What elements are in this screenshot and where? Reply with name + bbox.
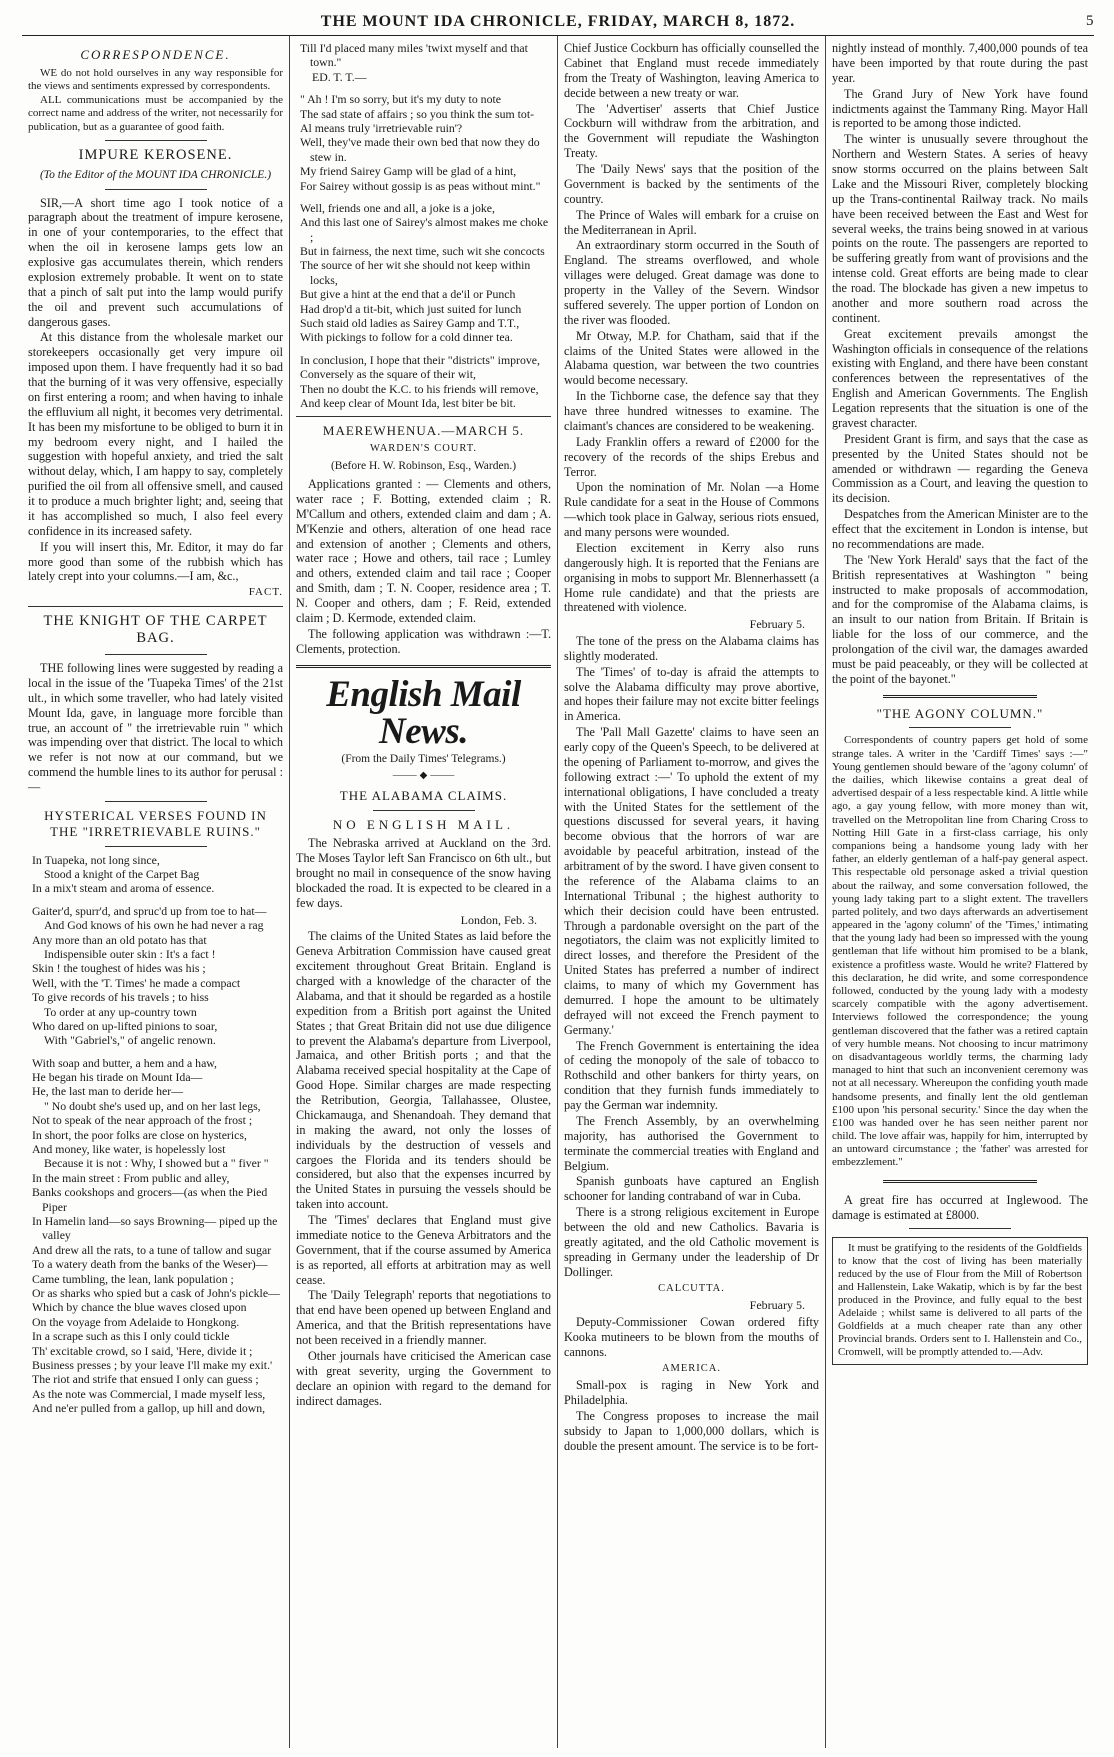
knight-intro: THE following lines were suggested by reading a local in the issue of the 'Tuapeka Times' of the 21st ult., in which some traveller, who had lately visited Mount Ida, gave, in language more forcible than true, an account of " the irretrievable ruin " which was impending over that district. The local to which we refer is not now at our command, but we commend the humble lines to its author for perusal :—	[28, 661, 283, 795]
kerosene-paragraph: If you will insert this, Mr. Editor, it may do far more good than some of the rubbish which has lately crept into your columns.—I am, &c.,	[28, 539, 283, 584]
maerewhenua-heading: MAEREWHENUA.—MARCH 5.	[322, 423, 525, 439]
verse-line: Such staid old ladies as Sairey Gamp and T.T.,	[300, 316, 520, 331]
divider	[883, 1180, 1037, 1183]
verse-line: My friend Sairey Gamp will be glad of a hint,	[300, 164, 517, 179]
verse-line: Stood a knight of the Carpet Bag	[44, 867, 200, 882]
news-paragraph: Mr Otway, M.P. for Chatham, said that if the claims of the United States were allowed in the Alabama question, war between the two countries would become necessary.	[564, 328, 819, 388]
news-paragraph: Great excitement prevails amongst the Washington officials in consequence of the relations existing with England, and there have been constant conferences between the representatives of the English and American Governments. The English Legation represents that the situation is one of the gravest character.	[832, 326, 1088, 430]
verse-line: As the note was Commercial, I made myself less,	[32, 1386, 266, 1401]
divider	[105, 189, 207, 190]
verse-line: And ne'er pulled from a gallop, up hill and down,	[32, 1401, 266, 1416]
verse-line: Al means truly 'irretrievable ruin'?	[300, 120, 463, 135]
verse-line: Who dared on up-lifted pinions to soar,	[32, 1018, 218, 1033]
no-english-mail-heading: NO ENGLISH MAIL.	[332, 816, 515, 832]
verse-line: Banks cookshops and grocers—(as when the Pied Piper	[32, 1185, 268, 1214]
news-paragraph: Election excitement in Kerry also runs dangerously high. It is reported that the Fenians are organising in mobs to support Mr. Blennerhassett (a Home rule candidate) and that the priests are threatened with violence.	[564, 540, 819, 615]
divider	[373, 810, 475, 811]
news-paragraph: President Grant is firm, and says that the case as presented by the United States should not be amended or withdrawn — regarding the Geneva Commission as a Court, and leaving the question to its decision.	[832, 431, 1088, 506]
divider	[105, 801, 207, 802]
news-paragraph: The 'Pall Mall Gazette' claims to have seen an early copy of the Queen's Speech, to be delivered at the opening of Parliament to-morrow, and gives the following extract :—' To uphold the extent of my international obligations, I have concluded a treaty with the United States for the settlement of the questions discussed for several years, it having become obvious that the horrors of war are avoidable by peaceful arbitration, instead of the arbitrament of by the sword. I have given consent to the reference of the Alabama claims to an International Tribunal ; the highest authority to which their decision could have been entrusted. Through a pardonable oversight on the part of the negotiators, the claim was not explicitly limited to direct losses, and therefore the President of the United States has preferred a number of indirect claims, to many of which my Government has demurred. I hope the amount to be ultimately defrayed will not exceed the French payment to Germany.'	[564, 725, 819, 1037]
flour-advertisement	[832, 1237, 1088, 1365]
news-paragraph: Upon the nomination of Mr. Nolan —a Home Rule candidate for a seat in the House of Commons—which took place in Galway, serious riots ensued, and many persons were wounded.	[564, 480, 819, 539]
verse-line: Well, with the 'T. Times' he made a compact	[32, 975, 241, 990]
kerosene-heading: IMPURE KEROSENE.	[78, 146, 233, 163]
verse-line: To order at any up-country town	[44, 1004, 197, 1019]
divider	[909, 727, 1011, 728]
verse-line: In short, the poor folks are close on hysterics,	[32, 1127, 247, 1142]
divider	[883, 695, 1037, 698]
verse-line: And this last one of Sairey's almost makes me choke ;	[300, 215, 549, 244]
calcutta-heading: CALCUTTA.	[658, 1282, 725, 1294]
divider	[105, 140, 207, 141]
dateline: London, Feb. 3.	[460, 912, 537, 927]
verse-line: Th' excitable crowd, so I said, 'Here, divide it ;	[32, 1343, 253, 1358]
verse-line: With "Gabriel's," of angelic renown.	[44, 1033, 216, 1048]
verse-line: But in fairness, the next time, such wit she concocts	[300, 244, 545, 259]
america-heading: AMERICA.	[661, 1362, 722, 1374]
verse-line: Any more than an old potato has that	[32, 932, 207, 947]
verse-line: ED. T. T.—	[312, 69, 367, 84]
kerosene-paragraph: At this distance from the wholesale market our storekeepers occasionally get very impure oil imposed upon them. I have frequently had it so bad that the burning of it was very offensive, especially on first entering a room; and when having to inhale the effluvium all night, it becomes very detrimental. It has been my misfortune to be obliged to burn it in my bedroom every night, and I hailed the suggestion with hopeful anxiety, and tried the salt without delay, which, I am happy to say, completely purified the oil from all offensive smell, and caused it to produce a much brighter light; and, seeing that it has accomplished so much, I also feel every confidence in its increased safety.	[28, 330, 283, 538]
correspondence-heading: CORRESPONDENCE.	[80, 47, 231, 62]
news-paragraph: Lady Franklin offers a reward of £2000 for the recovery of the records of the ships Erebus and Terror.	[564, 434, 819, 479]
alabama-paragraph: The claims of the United States as laid before the Geneva Arbitration Commission have caused great excitement throughout Great Britain. England is charged with a knowledge of the character of the Alabama, and that it should be regarded as a hostile expedition from a British port against the United States ; that Great Britain did not use due diligence to prevent the Alabama's departure from Liverpool, Jamaica, and other British ports ; and that the Alabama received special hospitality at the Cape of Good Hope. Similar charges are made respecting the Retribution, Georgia, Tallahassee, Olustee, Chickamauga, and Shenandoah. They demand that in making the award, not only the losses of individuals by the destruction of vessels and cargoes the Florida and its tenders should be considered, but also that the expenses incurred by the United States in pursuing the vessels should be taken into account.	[296, 929, 551, 1212]
kerosene-subheading: (To the Editor of the MOUNT IDA CHRONICLE.)	[39, 169, 272, 182]
verse-line: On the voyage from Adelaide to Hongkong.	[32, 1314, 240, 1329]
verse-line: " Ah ! I'm so sorry, but it's my duty to note	[300, 92, 501, 107]
news-paragraph: nightly instead of monthly. 7,400,000 pounds of tea have been imported by that route during the past year.	[832, 41, 1088, 85]
alabama-paragraph: The 'Daily Telegraph' reports that negotiations to that end have been opened up between England and America, and that the British representations have not been received in a friendly manner.	[296, 1288, 551, 1348]
verse-line: Gaiter'd, spurr'd, and spruc'd up from toe to hat—	[32, 903, 267, 918]
verse-line: Not to speak of the near approach of the frost ;	[32, 1113, 253, 1128]
verse-line: Or as sharks who spied but a cask of John's pickle—	[32, 1285, 280, 1300]
divider	[909, 1228, 1011, 1229]
verse-line: And keep clear of Mount Ida, lest biter be bit.	[300, 395, 516, 410]
verses-heading: HYSTERICAL VERSES FOUND IN THE "IRRETRIEVABLE RUINS."	[44, 807, 267, 839]
news-paragraph: The 'Times' of to-day is afraid the attempts to solve the Alabama difficulty may prove abortive, and hopes their failure may not excite bitter feelings in America.	[564, 664, 819, 724]
knight-heading: THE KNIGHT OF THE CARPET BAG.	[43, 612, 268, 647]
verse-line: The source of her wit she should not keep within locks,	[300, 258, 531, 287]
mail-paragraph: The Nebraska arrived at Auckland on the 3rd. The Moses Taylor left San Francisco on 6th ult., but brought no mail in consequence of the snow having blockaded the road. It is expected to be cleared in a few days.	[296, 836, 551, 910]
page-number: 5	[1086, 13, 1094, 29]
news-paragraph: Despatches from the American Minister are to the effect that the excitement in London is intense, but no recommendations are made.	[832, 507, 1088, 551]
verse-line: In Hamelin land—so says Browning— piped up the valley	[32, 1214, 278, 1243]
alabama-paragraph: The 'Times' declares that England must give immediate notice to the Geneva Arbitrators and the Government, that if the course assumed by America is as reported, all efforts at arbitration may as well cease.	[296, 1213, 551, 1287]
verse-line: Business presses ; by your leave I'll make my exit.'	[32, 1357, 273, 1372]
verse-line: He began his tirade on Mount Ida—	[32, 1070, 203, 1085]
fire-paragraph: A great fire has occurred at Inglewood. The damage is estimated at £8000.	[832, 1192, 1088, 1222]
verse-line: In Tuapeka, not long since,	[32, 852, 160, 867]
verse-block	[296, 41, 551, 410]
news-paragraph: The winter is unusually severe throughout the Northern and Western States. A series of heavy snow storms occurred on the plains between Salt Lake and the Missouri River, completely blocking up the Trans-continental Railway track. No mails have been received between the East and West for several weeks, the trains being snowed in at various points on the route. The passengers are reported to be suffering greatly from want of provisions and the intense cold. Great efforts are being made to clear the road. The blockade has given a new impetus to another and more southern road across the continent.	[832, 132, 1088, 325]
news-paragraph: The Prince of Wales will embark for a cruise on the Mediterranean in April.	[564, 207, 819, 237]
verse-line: In the main street : From public and alley,	[32, 1170, 230, 1185]
news-paragraph: An extraordinary storm occurred in the South of England. The streams overflowed, and whole villages were deluged. Great damage was done to property in the Valley of the Severn. Windsor suffered severely. The upper portion of London on the river was flooded.	[564, 238, 819, 327]
verse-line: Because it is not : Why, I showed but a " fiver "	[44, 1156, 269, 1171]
correspondence-note: WE do not hold ourselves in any way responsible for the views and sentiments expressed by correspondents.	[28, 66, 283, 93]
verse-block	[28, 853, 283, 1416]
column-3	[558, 36, 826, 1748]
verse-line: Conversely as the square of their wit,	[300, 367, 476, 382]
news-paragraph: Deputy-Commissioner Cowan ordered fifty Kooka mutineers to be blown from the mouths of cannons.	[564, 1314, 819, 1359]
verse-line: He, the last man to deride her—	[32, 1084, 184, 1099]
correspondence-note: ALL communications must be accompanied by the correct name and address of the writer, not necessarily for publication, but as a guarantee of good faith.	[28, 94, 283, 133]
verse-line: Well, friends one and all, a joke is a joke,	[300, 200, 495, 215]
news-paragraph: Small-pox is raging in New York and Philadelphia.	[564, 1378, 819, 1408]
wardens-court-sub: (Before H. W. Robinson, Esq., Warden.)	[330, 460, 517, 473]
verse-line: In conclusion, I hope that their "districts" improve,	[300, 352, 540, 367]
news-paragraph: There is a strong religious excitement in Europe between the old and new Catholics. Bavaria is greatly agitated, and the old Catholic movement is spreading in Germany under the leadership of Dr Dollinger.	[564, 1205, 819, 1279]
verse-line: Then no doubt the K.C. to his friends will remove,	[300, 381, 539, 396]
agony-heading: "THE AGONY COLUMN."	[876, 705, 1044, 721]
news-paragraph: The 'New York Herald' says that the fact of the British representatives at Washington " being instructed to make proposals of accommodation, and for the compromise of the Alabama claims, is an insult to our nation from Britain. If Britain is liable for the loss of our commerce, and the prolongation of the civil war, the damages awarded must be paid peaceably, or they will be collected at the point of the bayonet."	[832, 552, 1088, 686]
verse-line: But give a hint at the end that a de'il or Punch	[300, 287, 516, 302]
verse-line: Till I'd placed many miles 'twixt myself and that town."	[300, 41, 528, 70]
masthead-title: THE MOUNT IDA CHRONICLE, FRIDAY, MARCH 8, 1872.	[320, 12, 796, 30]
verse-line: With soap and butter, a hem and a haw,	[32, 1055, 218, 1070]
divider	[105, 846, 207, 847]
columns	[22, 36, 1094, 1748]
news-paragraph: In the Tichborne case, the defence say that they have three hundred witnesses to examine. The claimant's chances are considered to be weakening.	[564, 389, 819, 433]
divider	[28, 606, 283, 607]
masthead	[22, 8, 1094, 36]
verse-line: In a mix't steam and aroma of essence.	[32, 881, 215, 896]
column-1	[22, 36, 290, 1748]
wardens-paragraph: Applications granted : — Clements and others, water race ; F. Botting, extended claim ; R. M'Callum and others, extended claim and dam ; A. M'Kenzie and others, alteration of one head race and extension of another ; Clements and others, water race ; Howe and others, tail race ; Lumley and others, extended claim and tail race ; Cooper and Smith, dam ; T. N. Cooper, residence area ; T. N. Cooper and others, dam ; F. Reid, extended claim ; D. Kermode, extended claim.	[296, 477, 551, 625]
news-paragraph: The 'Advertiser' asserts that Chief Justice Cockburn will withdraw from the arbitration, and the Government will repudiate the Washington Treaty.	[564, 101, 819, 161]
verse-line: " No doubt she's used up, and on her last legs,	[44, 1098, 261, 1113]
verse-line: Indispensible outer skin : It's a fact !	[44, 946, 216, 961]
column-2	[290, 36, 558, 1748]
kerosene-signature: FACT.	[248, 586, 283, 599]
verse-line: Skin ! the toughest of hides was his ;	[32, 961, 206, 976]
verse-line: With pickings to follow for a cold dinner tea.	[300, 330, 513, 345]
alabama-paragraph: Other journals have criticised the American case with great severity, urging the Government to declare an opinion with regard to the demand for indirect damages.	[296, 1348, 551, 1408]
news-paragraph: Spanish gunboats have captured an English schooner for landing contraband of war in Cuba.	[564, 1174, 819, 1204]
verse-line: The riot and strife that ensued I only can guess ;	[32, 1372, 259, 1387]
news-paragraph: The French Government is entertaining the idea of ceding the monopoly of the sale of tobacco to Rothschild and other bankers for thirty years, on condition that they furnish funds immediately to pay the German war indemnity.	[564, 1038, 819, 1112]
advert-text: It must be gratifying to the residents of the Goldfields to know that the cost of living has been materially reduced by the use of Flour from the Mill of Robertson and Hallenstein, Lake Wakatip, which is by far the best produced in the Province, and fully equal to the best Adelaide ; whilst same is delivered to all parts of the Goldfields at a much cheaper rate than any other Provincial brands. Orders sent to I. Hallenstein and Co., Cromwell, will be promptly attended to.—Adv.	[838, 1242, 1082, 1359]
kerosene-paragraph: SIR,—A short time ago I took notice of a paragraph about the treatment of impure kerosene, in one of your contemporaries, to the effect that when the oil in kerosene lamps gets low an explosive gas accumulates therein, which renders explosion extremely probable. It went on to state that a pinch of salt put into the lamp would purify the oil and prevent such accumulations of dangerous gases.	[28, 195, 283, 329]
ornament-divider: ⸻ ◆ ⸻	[392, 769, 455, 781]
news-paragraph: The Grand Jury of New York have found indictments against the Tammany Ring. Mayor Hall is reported to be among those indicted.	[832, 86, 1088, 131]
news-paragraph: The 'Daily News' says that the position of the Government is backed by the sentiments of the country.	[564, 162, 819, 206]
divider	[105, 654, 207, 655]
news-paragraph: The Congress proposes to increase the mail subsidy to Japan to 1,000,000 dollars, which is double the present amount. The service is to be fort-	[564, 1409, 819, 1453]
verse-line: And God knows of his own he had never a rag	[44, 918, 264, 933]
dateline: February 5.	[749, 1298, 805, 1313]
verse-line: And money, like water, is hopelessly lost	[32, 1142, 226, 1157]
verse-line: To a watery death from the banks of the Weser)—	[32, 1257, 268, 1272]
column-4	[826, 36, 1094, 1748]
verse-line: In a scrape such as this I only could tickle	[32, 1329, 230, 1344]
divider	[296, 416, 551, 417]
verse-line: Had drop'd a tit-bit, which just suited for lunch	[300, 301, 522, 316]
verse-line: Came tumbling, the lean, lank population ;	[32, 1271, 234, 1286]
verse-line: For Sairey without gossip is as peas without mint."	[300, 178, 541, 193]
dateline: February 5.	[749, 617, 805, 632]
wardens-paragraph: The following application was withdrawn :—T. Clements, protection.	[296, 626, 551, 656]
alabama-heading: THE ALABAMA CLAIMS.	[339, 787, 508, 803]
english-mail-title: English Mail News.	[326, 673, 521, 752]
news-paragraph: The tone of the press on the Alabama claims has slightly moderated.	[564, 633, 819, 663]
wardens-court-heading: WARDEN'S COURT.	[369, 443, 478, 455]
verse-line: Which by chance the blue waves closed upon	[32, 1300, 247, 1315]
english-mail-sub: (From the Daily Times' Telegrams.)	[341, 752, 506, 765]
agony-paragraph: Correspondents of country papers get hold of some strange tales. A writer in the 'Cardiff Times' says :—" Young gentlemen should beware of the 'agony column' of the dailies, which likewise contains a great deal of advertised despair of a less respectable kind. A little while ago, a gay young fellow, with more money than wit, travelled on the Metropolitan line from Charing Cross to Notting Hill Gate in a first-class carriage, his only companions being a handsome young lady with her father, an elderly gentleman of a half-pay general aspect. This respectable old personage asked a trivial question about the railway, and some conversation followed, the young lady taking part to a slight extent. The travellers parted politely, and two days afterwards an advertisement appeared in the 'agony column' of the 'Times,' intimating that the young lady had been so impressed with the young gentleman that life without him promised to be a blank, existence a profitless waste. Would he write? Flattered by this declaration, he did write, and some correspondence followed, conducted by the young lady with a modesty scarcely compatible with the agony advertisement. Interviews followed the correspondence; the young gentleman discovered that the father was a retired captain of very humble means. Not choosing to incur matrimony on disadvantageous worldly terms, the charming lady managed to hint that such an inconvenient ceremony was not at all necessary. Whereupon the confiding youth made handsome presents, and finally lent the old gentleman £100 upon 'his personal security.' Since the day when the £100 was handed over he has seen neither parent nor child. The love affair was, happily for him, interrupted by an untoward circumstance ; the 'father' was arrested for embezzlement."	[832, 734, 1088, 1169]
news-paragraph: Chief Justice Cockburn has officially counselled the Cabinet that England must recede immediately from the Treaty of Washington, leaving America to decide between a new treaty or war.	[564, 41, 819, 100]
verse-line: The sad state of affairs ; so you think the sum tot-	[300, 106, 535, 121]
verse-line: And drew all the rats, to a tune of tallow and sugar	[32, 1242, 272, 1257]
verse-line: To give records of his travels ; to hiss	[32, 990, 209, 1005]
divider	[296, 665, 551, 668]
verse-line: Well, they've made their own bed that now they do stew in.	[300, 135, 540, 164]
news-paragraph: The French Assembly, by an overwhelming majority, has authorised the Government to terminate the commercial treaties with England and Belgium.	[564, 1113, 819, 1173]
